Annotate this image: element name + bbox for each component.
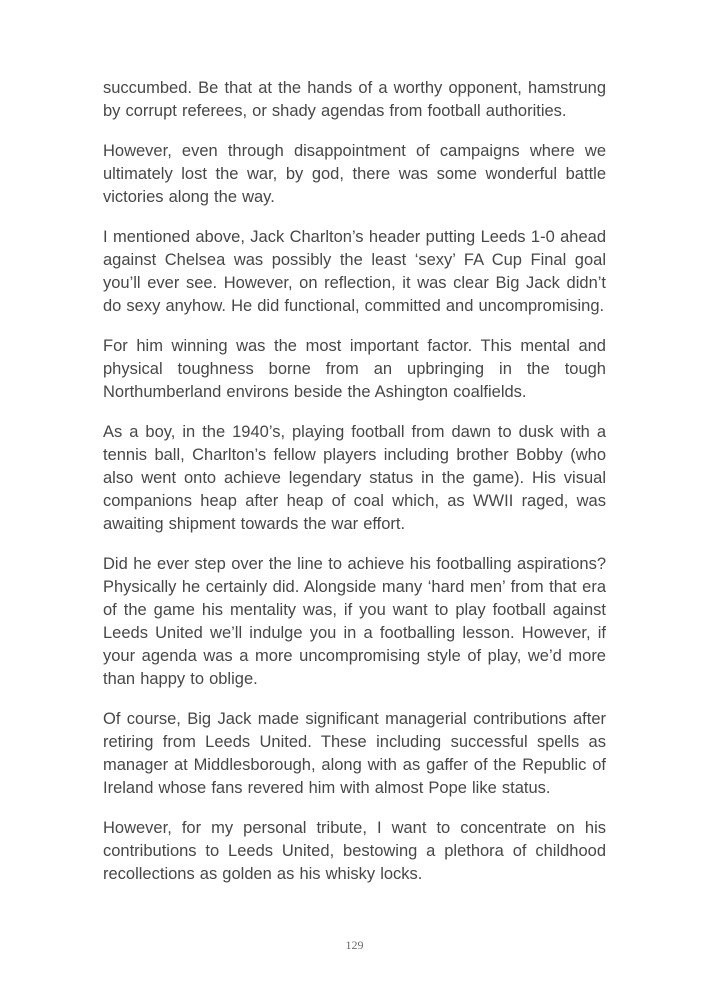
page-text-block bbox=[103, 77, 606, 903]
body-paragraph: I mentioned above, Jack Charlton’s header putting Leeds 1-0 ahead against Chelsea was possibly the least ‘sexy’ FA Cup Final goal you’ll ever see. However, on reflection, it was clear Big Jack didn’t do sexy anyhow. He did functional, committed and uncompromising. bbox=[103, 228, 606, 315]
body-paragraph: Of course, Big Jack made significant managerial contributions after retiring from Leeds United. These including successful spells as manager at Middlesborough, along with as gaffer of the Republic of Ireland whose fans revered him with almost Pope like status. bbox=[103, 710, 606, 797]
body-paragraph: However, even through disappointment of campaigns where we ultimately lost the war, by god, there was some wonderful battle victories along the way. bbox=[103, 142, 606, 206]
body-paragraph: As a boy, in the 1940’s, playing football from dawn to dusk with a tennis ball, Charlton’s fellow players including brother Bobby (who also went onto achieve legendary status in the game). His visual companions heap after heap of coal which, as WWII raged, was awaiting shipment towards the war effort. bbox=[103, 423, 606, 533]
body-paragraph: succumbed. Be that at the hands of a worthy opponent, hamstrung by corrupt referees, or shady agendas from football authorities. bbox=[103, 79, 606, 120]
page-number: 129 bbox=[345, 938, 364, 952]
body-paragraph: However, for my personal tribute, I want to concentrate on his contributions to Leeds United, bestowing a plethora of childhood recollections as golden as his whisky locks. bbox=[103, 819, 606, 883]
body-paragraph: For him winning was the most important factor. This mental and physical toughness borne from an upbringing in the tough Northumberland environs beside the Ashington coalfields. bbox=[103, 337, 606, 401]
body-paragraph: Did he ever step over the line to achieve his footballing aspirations? Physically he certainly did. Alongside many ‘hard men’ from that era of the game his mentality was, if you want to play football against Leeds United we’ll indulge you in a footballing lesson. However, if your agenda was a more uncompromising style of play, we’d more than happy to oblige. bbox=[103, 555, 606, 688]
